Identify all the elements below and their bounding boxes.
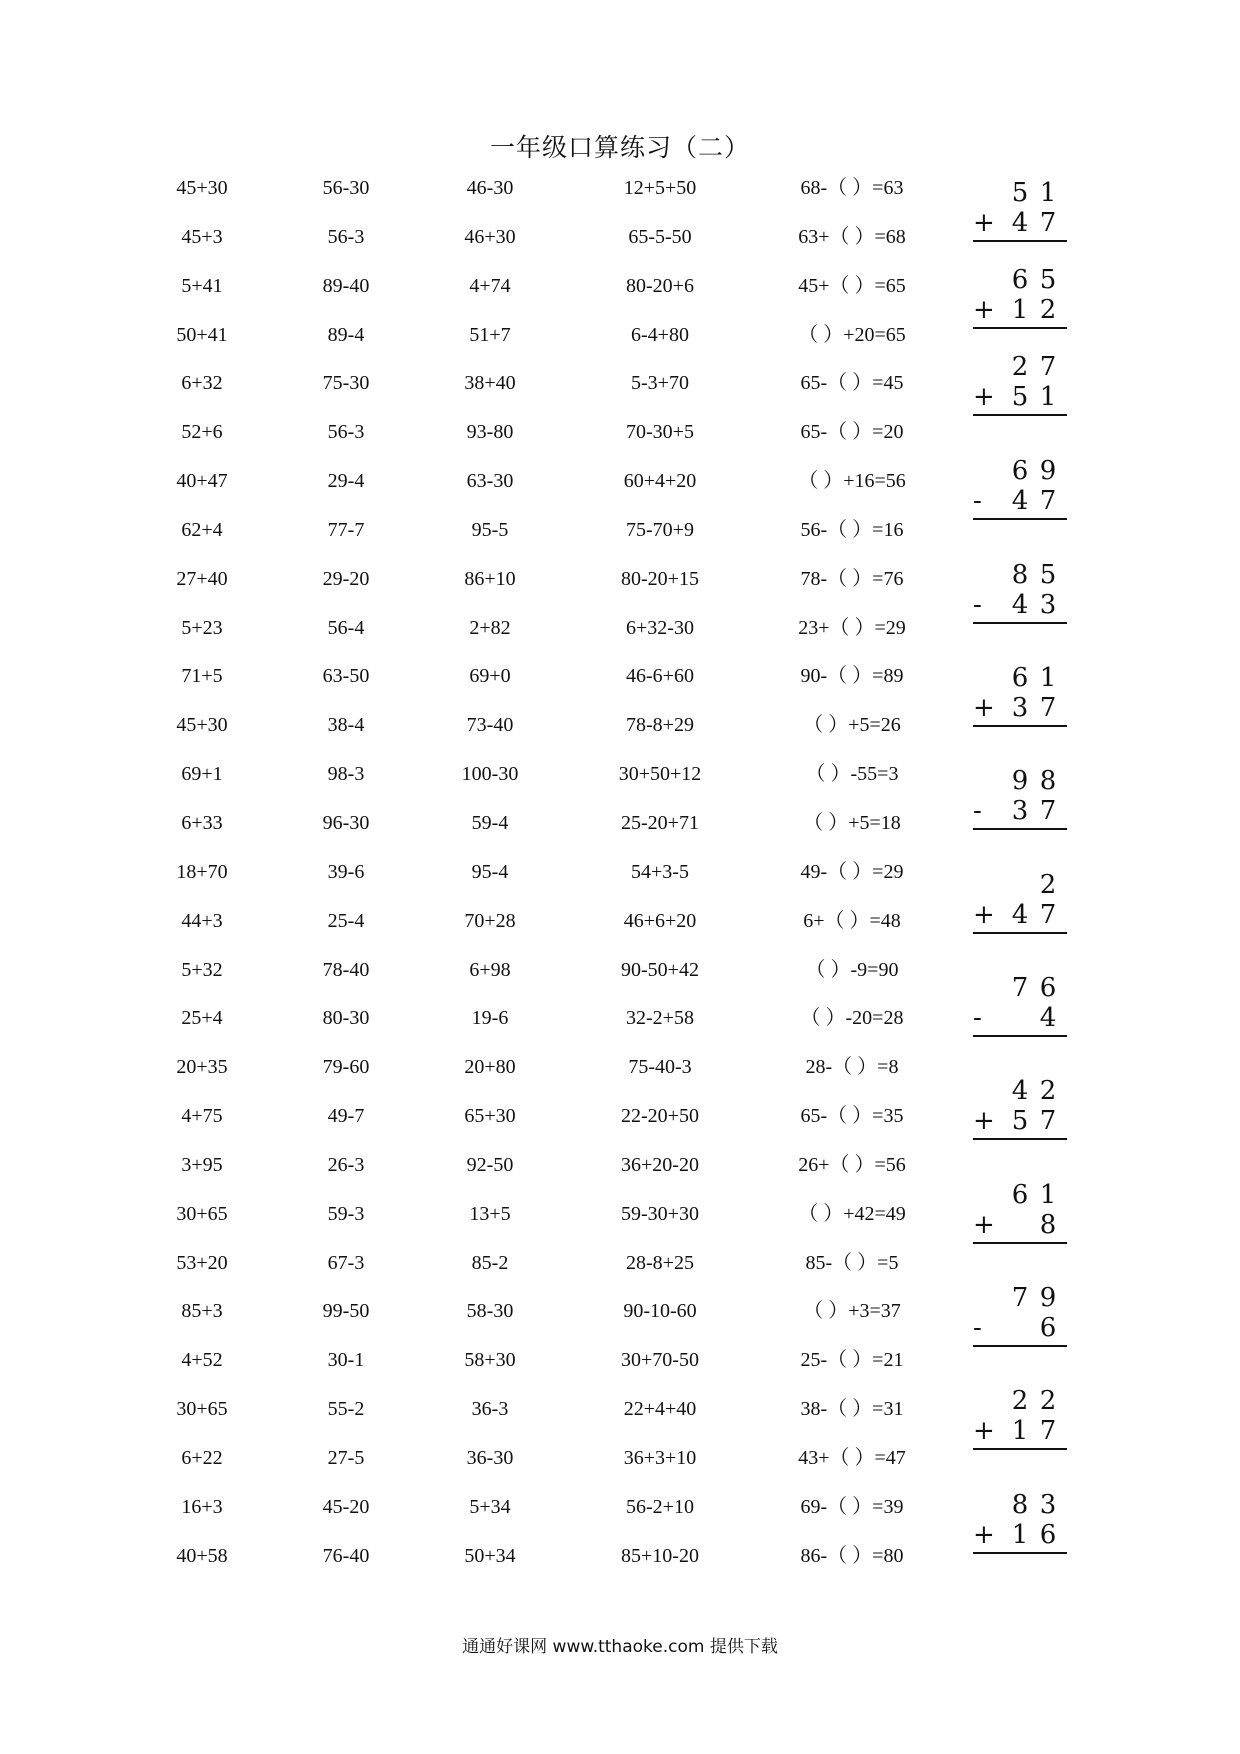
problem: 18+70 bbox=[176, 860, 228, 883]
problem: 54+3-5 bbox=[631, 860, 689, 883]
digit: 2 bbox=[1011, 1386, 1029, 1416]
problem: 78-40 bbox=[322, 958, 370, 981]
vertical-top bbox=[973, 766, 1069, 796]
sum-line bbox=[973, 414, 1067, 416]
digit: 5 bbox=[1011, 382, 1029, 412]
problem: 2+82 bbox=[469, 616, 511, 639]
vertical-bottom bbox=[973, 1210, 1069, 1240]
problem: 69+1 bbox=[181, 763, 223, 786]
digit: 2 bbox=[1039, 295, 1057, 325]
vertical-problem bbox=[973, 265, 1069, 329]
digit: 9 bbox=[1011, 766, 1029, 796]
problem: 95-5 bbox=[471, 518, 509, 541]
fill-blank-problem: （ ）+42=49 bbox=[798, 1202, 906, 1225]
operator: - bbox=[973, 486, 982, 516]
problem: 6+32-30 bbox=[626, 616, 694, 639]
problem: 5+23 bbox=[181, 616, 223, 639]
digit: 7 bbox=[1039, 1416, 1057, 1446]
exercise-row bbox=[150, 274, 950, 323]
exercise-row bbox=[150, 518, 950, 567]
problem: 45-20 bbox=[322, 1495, 370, 1518]
exercise-row bbox=[150, 469, 950, 518]
digit: 1 bbox=[1039, 663, 1057, 693]
problem: 71+5 bbox=[181, 665, 223, 688]
problem: 99-50 bbox=[322, 1300, 370, 1323]
problem: 4+75 bbox=[181, 1105, 223, 1128]
problem: 38+40 bbox=[464, 372, 516, 395]
exercise-row bbox=[150, 1495, 950, 1544]
problem: 29-20 bbox=[322, 567, 370, 590]
digit: 4 bbox=[1039, 1003, 1057, 1033]
digit: 4 bbox=[1011, 1076, 1029, 1106]
exercise-row bbox=[150, 1348, 950, 1397]
problem: 32-2+58 bbox=[626, 1007, 694, 1030]
digit: 5 bbox=[1039, 560, 1057, 590]
digit: 8 bbox=[1039, 766, 1057, 796]
fill-blank-problem: 49-（ ）=29 bbox=[800, 860, 904, 883]
problem: 62+4 bbox=[181, 518, 223, 541]
fill-blank-problem: 25-（ ）=21 bbox=[800, 1349, 904, 1372]
vertical-bottom bbox=[973, 295, 1069, 325]
sum-line bbox=[973, 518, 1067, 520]
problem: 36-30 bbox=[466, 1446, 514, 1469]
fill-blank-problem: 69-（ ）=39 bbox=[800, 1495, 904, 1518]
fill-blank-problem: 26+（ ）=56 bbox=[798, 1153, 906, 1176]
vertical-top bbox=[973, 663, 1069, 693]
fill-blank-problem: （ ）-20=28 bbox=[800, 1007, 904, 1030]
problem: 59-3 bbox=[327, 1202, 365, 1225]
sum-line bbox=[973, 1448, 1067, 1450]
problem: 58-30 bbox=[466, 1300, 514, 1323]
fill-blank-problem: 78-（ ）=76 bbox=[800, 567, 904, 590]
problem: 75-30 bbox=[322, 372, 370, 395]
fill-blank-problem: 63+（ ）=68 bbox=[798, 225, 906, 248]
vertical-problem bbox=[973, 1490, 1069, 1554]
digit: 6 bbox=[1039, 1520, 1057, 1550]
operator: - bbox=[973, 796, 982, 826]
digit: 1 bbox=[1039, 178, 1057, 208]
sum-line bbox=[973, 240, 1067, 242]
problem: 4+74 bbox=[469, 274, 511, 297]
problem: 6+33 bbox=[181, 811, 223, 834]
digit: 8 bbox=[1039, 1210, 1057, 1240]
problem: 5+34 bbox=[469, 1495, 511, 1518]
digit: 8 bbox=[1011, 560, 1029, 590]
problem: 22+4+40 bbox=[623, 1398, 697, 1421]
fill-blank-problem: （ ）+5=18 bbox=[803, 811, 901, 834]
exercise-row bbox=[150, 958, 950, 1007]
problem: 40+47 bbox=[176, 470, 228, 493]
vertical-problem bbox=[973, 456, 1069, 520]
problem: 27+40 bbox=[176, 567, 228, 590]
problem: 5+41 bbox=[181, 274, 223, 297]
exercise-row bbox=[150, 1446, 950, 1495]
operator: + bbox=[973, 1210, 995, 1240]
vertical-bottom bbox=[973, 900, 1069, 930]
problem: 96-30 bbox=[322, 811, 370, 834]
problem: 45+30 bbox=[176, 177, 228, 199]
sum-line bbox=[973, 1552, 1067, 1554]
digit: 1 bbox=[1011, 1416, 1029, 1446]
problem: 30+50+12 bbox=[618, 763, 702, 786]
vertical-problem bbox=[973, 1076, 1069, 1140]
problem: 93-80 bbox=[466, 421, 514, 444]
fill-blank-problem: 90-（ ）=89 bbox=[800, 665, 904, 688]
sum-line bbox=[973, 1138, 1067, 1140]
digit: 6 bbox=[1011, 663, 1029, 693]
exercise-row bbox=[150, 1299, 950, 1348]
operator: - bbox=[973, 1313, 982, 1343]
problem: 36+20-20 bbox=[621, 1153, 699, 1176]
exercise-row bbox=[150, 323, 950, 372]
problem: 25+4 bbox=[181, 1007, 223, 1030]
vertical-top bbox=[973, 1283, 1069, 1313]
problem: 56-3 bbox=[327, 421, 365, 444]
digit: 4 bbox=[1011, 900, 1029, 930]
exercise-row bbox=[150, 371, 950, 420]
problem: 30+65 bbox=[176, 1202, 228, 1225]
problem: 92-50 bbox=[466, 1153, 514, 1176]
problem: 80-30 bbox=[322, 1007, 370, 1030]
problem: 63-30 bbox=[466, 470, 514, 493]
fill-blank-problem: 65-（ ）=20 bbox=[800, 421, 904, 444]
vertical-bottom bbox=[973, 1106, 1069, 1136]
fill-blank-problem: 38-（ ）=31 bbox=[800, 1398, 904, 1421]
vertical-bottom bbox=[973, 382, 1069, 412]
problem: 27-5 bbox=[327, 1446, 365, 1469]
exercise-row bbox=[150, 811, 950, 860]
digit: 7 bbox=[1039, 796, 1057, 826]
exercise-row bbox=[150, 1153, 950, 1202]
problem: 90-10-60 bbox=[623, 1300, 697, 1323]
problem: 45+3 bbox=[181, 225, 223, 248]
digit: 7 bbox=[1011, 973, 1029, 1003]
digit: 9 bbox=[1039, 456, 1057, 486]
exercise-row bbox=[150, 860, 950, 909]
digit: 7 bbox=[1011, 1283, 1029, 1313]
vertical-top bbox=[973, 265, 1069, 295]
problem: 55-2 bbox=[327, 1398, 365, 1421]
exercise-row bbox=[150, 1006, 950, 1055]
vertical-top bbox=[973, 1490, 1069, 1520]
fill-blank-problem: （ ）+16=56 bbox=[798, 470, 906, 493]
problem: 51+7 bbox=[469, 323, 511, 346]
digit: 8 bbox=[1011, 1490, 1029, 1520]
digit: 3 bbox=[1039, 1490, 1057, 1520]
digit: 1 bbox=[1011, 1520, 1029, 1550]
digit: 2 bbox=[1039, 1076, 1057, 1106]
problem: 89-40 bbox=[322, 274, 370, 297]
digit: 7 bbox=[1039, 1106, 1057, 1136]
vertical-bottom bbox=[973, 693, 1069, 723]
problem: 5+32 bbox=[181, 958, 223, 981]
problem: 70-30+5 bbox=[626, 421, 694, 444]
digit: 4 bbox=[1011, 486, 1029, 516]
vertical-bottom bbox=[973, 590, 1069, 620]
operator: + bbox=[973, 382, 995, 412]
problem: 40+58 bbox=[176, 1544, 228, 1567]
problem: 26-3 bbox=[327, 1153, 365, 1176]
fill-blank-problem: 65-（ ）=45 bbox=[800, 372, 904, 395]
problem: 98-3 bbox=[327, 763, 365, 786]
problem: 6+98 bbox=[469, 958, 511, 981]
problem: 3+95 bbox=[181, 1153, 223, 1176]
vertical-bottom bbox=[973, 1416, 1069, 1446]
sum-line bbox=[973, 828, 1067, 830]
problem: 56-4 bbox=[327, 616, 365, 639]
problem: 78-8+29 bbox=[626, 714, 694, 737]
digit: 7 bbox=[1039, 900, 1057, 930]
vertical-problem bbox=[973, 1283, 1069, 1347]
exercise-row bbox=[150, 1104, 950, 1153]
digit: 5 bbox=[1011, 1106, 1029, 1136]
problem: 67-3 bbox=[327, 1251, 365, 1274]
vertical-top bbox=[973, 456, 1069, 486]
problem: 29-4 bbox=[327, 470, 365, 493]
fill-blank-problem: 56-（ ）=16 bbox=[800, 518, 904, 541]
problem: 69+0 bbox=[469, 665, 511, 688]
problem: 28-8+25 bbox=[626, 1251, 694, 1274]
problem: 30-1 bbox=[327, 1349, 365, 1372]
problem: 100-30 bbox=[461, 763, 519, 786]
exercise-row bbox=[150, 1202, 950, 1251]
fill-blank-problem: 65-（ ）=35 bbox=[800, 1105, 904, 1128]
vertical-problem bbox=[973, 973, 1069, 1037]
vertical-top bbox=[973, 352, 1069, 382]
vertical-top bbox=[973, 1386, 1069, 1416]
problem: 20+80 bbox=[464, 1056, 516, 1079]
vertical-problem bbox=[973, 352, 1069, 416]
digit: 5 bbox=[1039, 265, 1057, 295]
sum-line bbox=[973, 1242, 1067, 1244]
fill-blank-problem: 68-（ ）=63 bbox=[800, 177, 904, 199]
problem: 65+30 bbox=[464, 1105, 516, 1128]
problem: 6-4+80 bbox=[631, 323, 689, 346]
problem: 25-20+71 bbox=[621, 811, 699, 834]
problem: 75-70+9 bbox=[626, 518, 694, 541]
vertical-problem bbox=[973, 663, 1069, 727]
vertical-problem bbox=[973, 1180, 1069, 1244]
vertical-top bbox=[973, 1180, 1069, 1210]
digit: 4 bbox=[1011, 590, 1029, 620]
problem: 65-5-50 bbox=[628, 225, 692, 248]
vertical-top bbox=[973, 1076, 1069, 1106]
problem: 6+32 bbox=[181, 372, 223, 395]
operator: + bbox=[973, 1416, 995, 1446]
problem: 50+34 bbox=[464, 1544, 516, 1567]
vertical-problem bbox=[973, 1386, 1069, 1450]
digit: 5 bbox=[1011, 178, 1029, 208]
digit: 3 bbox=[1039, 590, 1057, 620]
problem: 13+5 bbox=[469, 1202, 511, 1225]
fill-blank-problem: （ ）-55=3 bbox=[805, 763, 899, 786]
digit: 1 bbox=[1039, 1180, 1057, 1210]
vertical-bottom bbox=[973, 486, 1069, 516]
problem: 77-7 bbox=[327, 518, 365, 541]
vertical-problem bbox=[973, 560, 1069, 624]
fill-blank-problem: （ ）+3=37 bbox=[803, 1300, 901, 1323]
exercise-row bbox=[150, 713, 950, 762]
problem: 56-2+10 bbox=[626, 1495, 694, 1518]
vertical-bottom bbox=[973, 1003, 1069, 1033]
operator: + bbox=[973, 693, 995, 723]
problem: 63-50 bbox=[322, 665, 370, 688]
vertical-top bbox=[973, 178, 1069, 208]
operator: + bbox=[973, 900, 995, 930]
problem: 58+30 bbox=[464, 1349, 516, 1372]
digit: 3 bbox=[1011, 796, 1029, 826]
fill-blank-problem: 85-（ ）=5 bbox=[805, 1251, 899, 1274]
problem: 59-4 bbox=[471, 811, 509, 834]
exercise-row bbox=[150, 567, 950, 616]
problem: 85+3 bbox=[181, 1300, 223, 1323]
operator: + bbox=[973, 1106, 995, 1136]
digit: 7 bbox=[1039, 693, 1057, 723]
exercise-row bbox=[150, 1055, 950, 1104]
problem: 6+22 bbox=[181, 1446, 223, 1469]
problem: 38-4 bbox=[327, 714, 365, 737]
page-title: 一年级口算练习（二） bbox=[489, 135, 750, 162]
problem: 56-30 bbox=[322, 177, 370, 199]
digit: 7 bbox=[1039, 208, 1057, 238]
fill-blank-problem: （ ）-9=90 bbox=[805, 958, 899, 981]
problem: 22-20+50 bbox=[621, 1105, 699, 1128]
exercise-row bbox=[150, 1544, 950, 1593]
exercise-row bbox=[150, 1251, 950, 1300]
problem: 79-60 bbox=[322, 1056, 370, 1079]
vertical-bottom bbox=[973, 1313, 1069, 1343]
vertical-bottom bbox=[973, 796, 1069, 826]
problem: 50+41 bbox=[176, 323, 228, 346]
digit: 6 bbox=[1011, 1180, 1029, 1210]
problem: 16+3 bbox=[181, 1495, 223, 1518]
problem: 89-4 bbox=[327, 323, 365, 346]
digit: 1 bbox=[1011, 295, 1029, 325]
fill-blank-problem: （ ）+20=65 bbox=[798, 323, 906, 346]
problem: 90-50+42 bbox=[621, 958, 699, 981]
digit: 6 bbox=[1039, 973, 1057, 1003]
vertical-problem bbox=[973, 870, 1069, 934]
problem: 46-6+60 bbox=[626, 665, 694, 688]
problem: 53+20 bbox=[176, 1251, 228, 1274]
problem: 46+30 bbox=[464, 225, 516, 248]
problem: 76-40 bbox=[322, 1544, 370, 1567]
problem: 45+30 bbox=[176, 714, 228, 737]
exercise-row bbox=[150, 176, 950, 225]
operator: + bbox=[973, 208, 995, 238]
vertical-bottom bbox=[973, 1520, 1069, 1550]
fill-blank-problem: 43+（ ）=47 bbox=[798, 1446, 906, 1469]
problem: 49-7 bbox=[327, 1105, 365, 1128]
problem: 85-2 bbox=[471, 1251, 509, 1274]
problem: 56-3 bbox=[327, 225, 365, 248]
exercise-row bbox=[150, 225, 950, 274]
problem: 59-30+30 bbox=[621, 1202, 699, 1225]
problem: 46-30 bbox=[466, 177, 514, 199]
sum-line bbox=[973, 932, 1067, 934]
exercise-row bbox=[150, 420, 950, 469]
digit: 7 bbox=[1039, 352, 1057, 382]
problem: 25-4 bbox=[327, 909, 365, 932]
problem: 4+52 bbox=[181, 1349, 223, 1372]
digit: 1 bbox=[1039, 382, 1057, 412]
operator: - bbox=[973, 590, 982, 620]
problem: 39-6 bbox=[327, 860, 365, 883]
problem: 46+6+20 bbox=[623, 909, 697, 932]
digit: 7 bbox=[1039, 486, 1057, 516]
problem: 30+65 bbox=[176, 1398, 228, 1421]
fill-blank-problem: 6+（ ）=48 bbox=[803, 909, 901, 932]
fill-blank-problem: 28-（ ）=8 bbox=[805, 1056, 899, 1079]
sum-line bbox=[973, 622, 1067, 624]
problem: 80-20+6 bbox=[626, 274, 694, 297]
problem: 30+70-50 bbox=[621, 1349, 699, 1372]
vertical-top bbox=[973, 870, 1069, 900]
digit: 2 bbox=[1011, 352, 1029, 382]
sum-line bbox=[973, 1035, 1067, 1037]
vertical-problem bbox=[973, 766, 1069, 830]
exercise-row bbox=[150, 1397, 950, 1446]
problem: 75-40-3 bbox=[628, 1056, 692, 1079]
problem: 60+4+20 bbox=[623, 470, 697, 493]
problem: 20+35 bbox=[176, 1056, 228, 1079]
problem: 5-3+70 bbox=[631, 372, 689, 395]
operator: + bbox=[973, 1520, 995, 1550]
exercise-row bbox=[150, 909, 950, 958]
sum-line bbox=[973, 1345, 1067, 1347]
problem: 73-40 bbox=[466, 714, 514, 737]
problem: 52+6 bbox=[181, 421, 223, 444]
fill-blank-problem: 23+（ ）=29 bbox=[798, 616, 906, 639]
exercise-grid bbox=[150, 176, 950, 1592]
sum-line bbox=[973, 327, 1067, 329]
digit: 3 bbox=[1011, 693, 1029, 723]
digit: 6 bbox=[1039, 1313, 1057, 1343]
problem: 86+10 bbox=[464, 567, 516, 590]
footer-credit: 通通好课网 www.tthaoke.com 提供下载 bbox=[462, 1637, 778, 1657]
exercise-row bbox=[150, 664, 950, 713]
digit: 6 bbox=[1011, 265, 1029, 295]
digit: 9 bbox=[1039, 1283, 1057, 1313]
exercise-row bbox=[150, 616, 950, 665]
problem: 36-3 bbox=[471, 1398, 509, 1421]
problem: 12+5+50 bbox=[623, 177, 697, 199]
problem: 95-4 bbox=[471, 860, 509, 883]
exercise-row bbox=[150, 762, 950, 811]
vertical-bottom bbox=[973, 208, 1069, 238]
vertical-top bbox=[973, 973, 1069, 1003]
digit: 6 bbox=[1011, 456, 1029, 486]
problem: 80-20+15 bbox=[621, 567, 699, 590]
problem: 70+28 bbox=[464, 909, 516, 932]
fill-blank-problem: （ ）+5=26 bbox=[803, 714, 901, 737]
problem: 44+3 bbox=[181, 909, 223, 932]
operator: + bbox=[973, 295, 995, 325]
sum-line bbox=[973, 725, 1067, 727]
vertical-problem bbox=[973, 178, 1069, 242]
problem: 36+3+10 bbox=[623, 1446, 697, 1469]
operator: - bbox=[973, 1003, 982, 1033]
vertical-top bbox=[973, 560, 1069, 590]
fill-blank-problem: 45+（ ）=65 bbox=[798, 274, 906, 297]
digit: 4 bbox=[1011, 208, 1029, 238]
problem: 85+10-20 bbox=[621, 1544, 699, 1567]
digit: 2 bbox=[1039, 870, 1057, 900]
fill-blank-problem: 86-（ ）=80 bbox=[800, 1544, 904, 1567]
digit: 2 bbox=[1039, 1386, 1057, 1416]
problem: 19-6 bbox=[471, 1007, 509, 1030]
